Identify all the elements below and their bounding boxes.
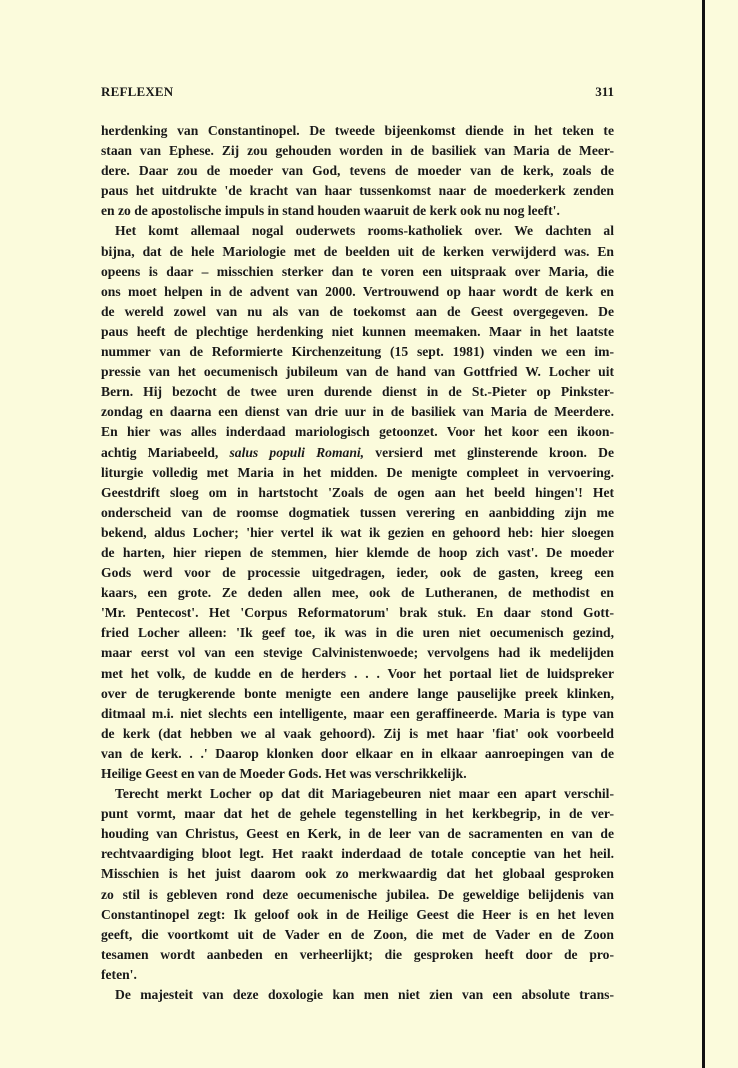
text-line: Terecht merkt Locher op dat dit Mariagebeuren niet maar een apart verschil- xyxy=(115,786,614,802)
text-line: kaars, een grote. Ze deden allen mee, ook de Lutheranen, de methodist en xyxy=(101,585,614,601)
text-line: Constantinopel zegt: Ik geloof ook in de Heilige Geest die Heer is en het leven xyxy=(101,906,614,922)
text-line: herdenking van Constantinopel. De tweede bijeenkomst diende in het teken te xyxy=(101,123,614,138)
text-line: houding van Christus, Geest en Kerk, in de leer van de sacramenten en van de xyxy=(101,826,614,842)
text-line: tesamen wordt aanbeden en verheerlijkt; die gesproken heeft door de pro- xyxy=(101,946,614,962)
text-line: Bern. Hij bezocht de twee uren durende dienst in de St.-Pieter op Pinkster- xyxy=(101,384,614,400)
text-line: de wereld zowel van nu als van de toekomst aan de Geest overgegeven. De xyxy=(101,303,614,319)
text-line: punt vormt, maar dat het de gehele tegenstelling in het kerkbegrip, in de ver- xyxy=(101,806,614,822)
page-number: 311 xyxy=(595,84,614,99)
text-line: met het volk, de kudde en de herders . . . Voor het portaal liet de luidspreker xyxy=(101,665,614,681)
text-line: onderscheid van de roomse dogmatiek tussen verering en aanbidding zijn me xyxy=(101,504,614,520)
text-line: van de kerk. . .' Daarop klonken door elkaar en in elkaar aanroepingen van de xyxy=(101,745,614,761)
text-line: ons moet helpen in de advent van 2000. Vertrouwend op haar wordt de kerk en xyxy=(101,283,614,299)
text-line: maar eerst vol van een stevige Calvinistenwoede; vervolgens had ik medelijden xyxy=(101,645,614,661)
text-line: dere. Daar zou de moeder van God, tevens de moeder van de kerk, zoals de xyxy=(101,163,614,179)
text-line: Gods werd voor de processie uitgedragen, ieder, ook de gasten, kreeg een xyxy=(101,565,614,581)
text-line: achtig Mariabeeld, salus populi Romani, versierd met glinsterende kroon. De xyxy=(101,444,614,460)
text-line: 'Mr. Pentecost'. Het 'Corpus Reformatorum' brak stuk. En daar stond Gott- xyxy=(101,605,614,621)
text-line: opeens is daar – misschien sterker dan te voren een uitspraak over Maria, die xyxy=(101,263,614,279)
italic-phrase: salus populi Romani, xyxy=(229,444,365,460)
text-line: geeft, die voortkomt uit de Vader en de Zoon, die met de Vader en de Zoon xyxy=(101,926,614,942)
text-line: bekend, aldus Locher; 'hier vertel ik wat ik gezien en gehoord heb: hier sloegen xyxy=(101,524,614,540)
text-line: rechtvaardiging bloot legt. Het raakt inderdaad de totale conceptie van het heil. xyxy=(101,846,614,862)
text-line: paus het uitdrukte 'de kracht van haar tussenkomst naar de moederkerk zenden xyxy=(101,183,614,199)
text-line: pressie van het oecumenisch jubileum van de hand van Gottfried W. Locher uit xyxy=(101,364,614,380)
text-line: en zo de apostolische impuls in stand houden waaruit de kerk ook nu nog leeft'. xyxy=(101,203,560,219)
running-title: REFLEXEN xyxy=(101,84,174,99)
text-line: de harten, hier riepen de stemmen, hier klemde de hoop zich vast'. De moeder xyxy=(101,544,614,560)
body-text xyxy=(101,121,614,1005)
text-line: nummer van de Reformierte Kirchenzeitung (15 sept. 1981) vinden we een im- xyxy=(101,344,614,360)
text-line: zo stil is gebleven rond deze oecumenische jubilea. De geweldige belijdenis van xyxy=(101,886,614,902)
text-line: De majesteit van deze doxologie kan men niet zien van een absolute trans- xyxy=(115,987,614,1003)
text-line: feten'. xyxy=(101,966,137,982)
text-line: En hier was alles inderdaad mariologisch getoonzet. Voor het koor een ikoon- xyxy=(101,424,614,440)
text-line: Het komt allemaal nogal ouderwets rooms-katholiek over. We dachten al xyxy=(115,223,614,239)
text-line: fried Locher alleen: 'Ik geef toe, ik was in die uren niet oecumenisch gezind, xyxy=(101,625,614,641)
text-line: zondag en daarna een dienst van drie uur in de basiliek van Maria de Meerdere. xyxy=(101,404,614,420)
text-line: Misschien is het juist daarom ook zo merkwaardig dat het globaal gesproken xyxy=(101,866,614,882)
text-line: over de terugkerende bonte menigte een andere lange pauselijke preek klinken, xyxy=(101,685,614,701)
text-line: Geestdrift sloeg om in hartstocht 'Zoals de ogen aan het beeld hingen'! Het xyxy=(101,484,614,500)
text-line: staan van Ephese. Zij zou gehouden worden in de basiliek van Maria de Meer- xyxy=(101,143,614,159)
text-line: bijna, dat de hele Mariologie met de beelden uit de kerken verwijderd was. En xyxy=(101,243,614,259)
text-line: Heilige Geest en van de Moeder Gods. Het was verschrikkelijk. xyxy=(101,766,467,781)
text-line: ditmaal m.i. niet slechts een intelligente, maar een geraffineerde. Maria is type van xyxy=(101,705,614,721)
text-line: de kerk (dat hebben we al vaak gehoord). Zij is met haar 'fiat' ook voorbeeld xyxy=(101,725,614,741)
text-line: liturgie volledig met Maria in het midden. De menigte compleet in vervoering. xyxy=(101,464,614,480)
text-line: paus heeft de plechtige herdenking niet kunnen meemaken. Maar in het laatste xyxy=(101,323,614,339)
scan-edge-rule xyxy=(702,0,705,1068)
